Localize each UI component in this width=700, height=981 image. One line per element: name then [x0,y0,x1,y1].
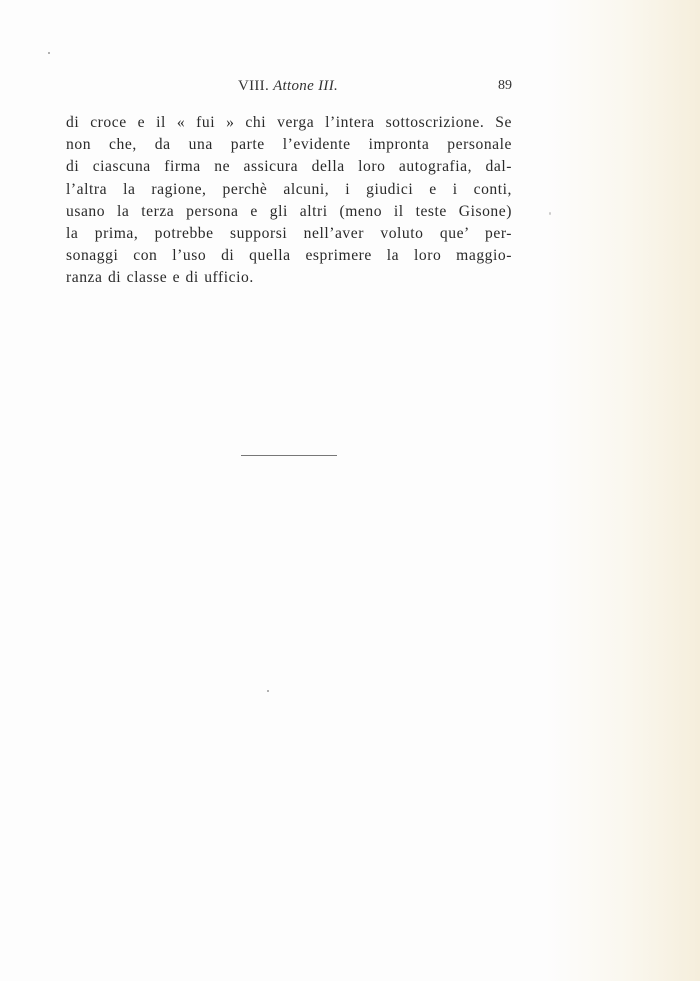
body-paragraph [66,112,512,290]
section-end-rule [241,455,337,456]
paper-speck [48,52,50,54]
page-number: 89 [498,78,512,93]
paper-speck [267,690,269,692]
text-line: ranza di classe e di ufficio. [66,269,254,287]
chapter-title: Attone III. [273,78,339,94]
text-line: la prima, potrebbe supporsi nell’aver voluto que’ per- [66,225,512,243]
text-line: di croce e il « fui » chi verga l’intera sottoscrizione. Se [66,114,512,131]
text-line: non che, da una parte l’evidente impronta personale [66,136,512,154]
text-line: sonaggi con l’uso di quella esprimere la loro maggio- [66,247,512,265]
text-line: l’altra la ragione, perchè alcuni, i giudici e i conti, [66,180,512,198]
text-line: di ciascuna firma ne assicura della loro autografia, dal- [66,158,512,176]
text-line: usano la terza persona e gli altri (meno il teste Gisone) [66,202,512,220]
paper-speck [549,212,551,215]
running-head [64,78,512,100]
chapter-heading [64,78,512,95]
chapter-number: VIII. [237,78,270,94]
